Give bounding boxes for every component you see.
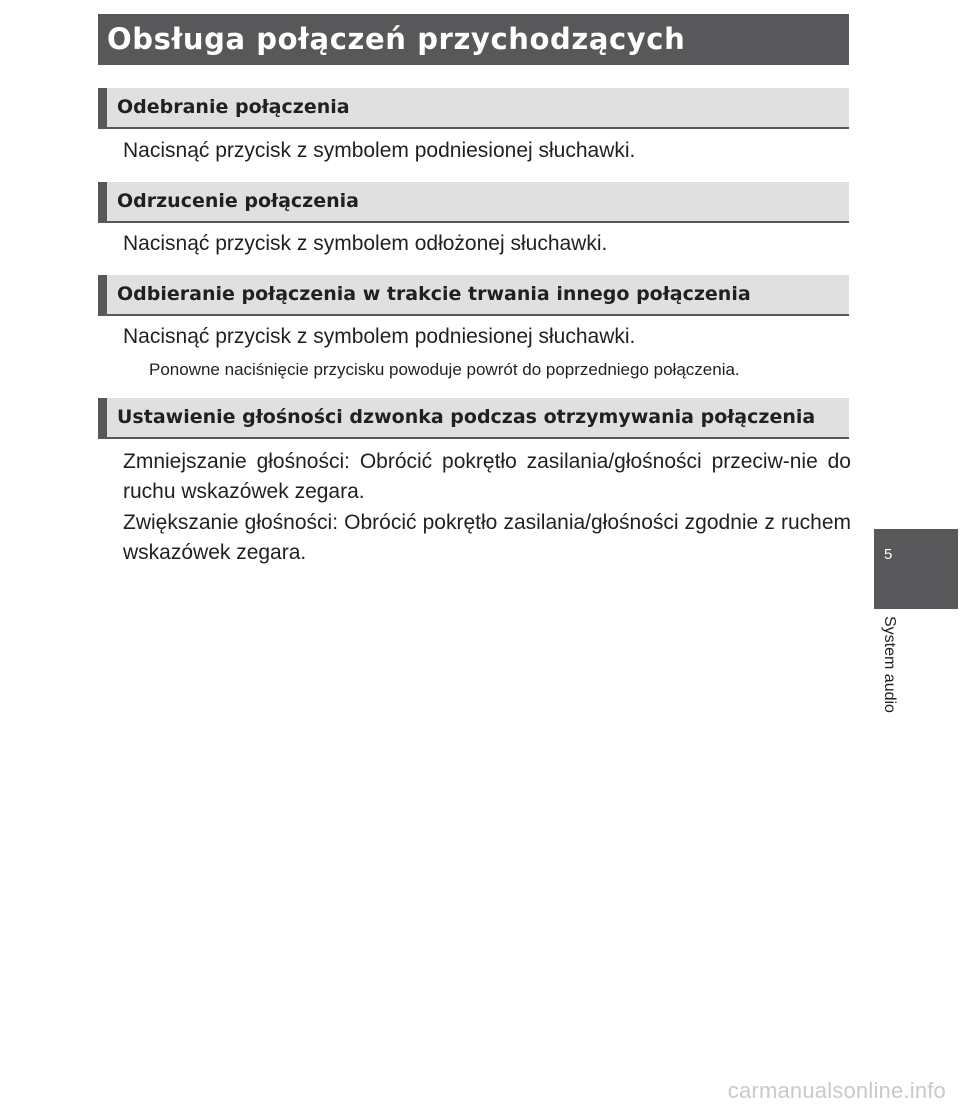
watermark: carmanualsonline.info bbox=[727, 1078, 946, 1103]
page-title: Obsługa połączeń przychodzących bbox=[98, 14, 849, 65]
section-paragraph-volume-up: Zwiększanie głośności: Obrócić pokrętło zasilania/głośności zgodnie z ruchem wskazówek zegara. bbox=[123, 511, 851, 564]
section-note-call-waiting: Ponowne naciśnięcie przycisku powoduje powrót do poprzedniego połączenia. bbox=[149, 360, 740, 379]
section-heading-answer-call: Odebranie połączenia bbox=[98, 88, 849, 129]
section-text-call-waiting: Nacisnąć przycisk z symbolem podniesionej słuchawki. bbox=[123, 325, 636, 348]
chapter-tab bbox=[874, 529, 958, 609]
section-heading-call-waiting: Odbieranie połączenia w trakcie trwania innego połączenia bbox=[98, 275, 849, 316]
chapter-label: System audio bbox=[881, 616, 898, 713]
section-paragraph-volume-down: Zmniejszanie głośności: Obrócić pokrętło zasilania/głośności przeciw-nie do ruchu wskazówek zegara. bbox=[123, 450, 851, 503]
section-text-reject-call: Nacisnąć przycisk z symbolem odłożonej słuchawki. bbox=[123, 232, 608, 255]
chapter-number: 5 bbox=[884, 546, 893, 563]
section-heading-ring-volume: Ustawienie głośności dzwonka podczas otrzymywania połączenia bbox=[98, 398, 849, 439]
section-text-answer-call: Nacisnąć przycisk z symbolem podniesionej słuchawki. bbox=[123, 139, 636, 162]
section-heading-reject-call: Odrzucenie połączenia bbox=[98, 182, 849, 223]
